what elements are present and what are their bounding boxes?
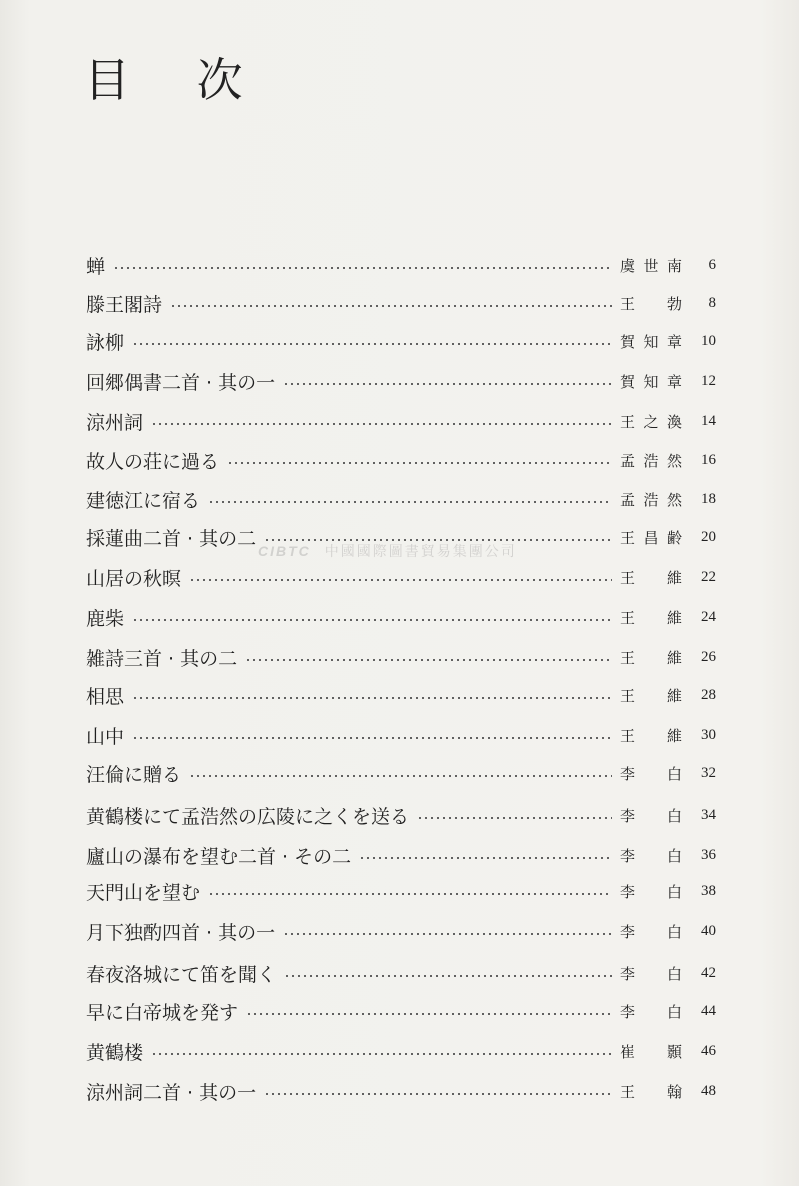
poet-name: 李 白 [620,806,682,825]
dot-leader [151,423,612,425]
poet-name: 王 維 [620,686,682,705]
toc-entry[interactable] [86,599,716,635]
toc-entry[interactable] [86,955,716,991]
toc-entry[interactable] [86,323,716,359]
poet-name: 李 白 [620,882,682,901]
dot-leader [227,462,612,464]
page-number: 24 [701,608,716,625]
toc-entry[interactable] [86,1033,716,1069]
toc-entry[interactable] [86,797,716,833]
page-number: 26 [701,648,716,665]
dot-leader [189,775,612,777]
page-number: 12 [701,372,716,389]
toc-entry[interactable] [86,403,716,439]
page-number: 16 [701,451,716,468]
dot-leader [132,343,612,345]
page-number: 18 [701,490,716,507]
poet-name: 崔 顥 [620,1042,682,1061]
poet-name: 孟浩然 [620,490,682,509]
page-number: 44 [701,1002,716,1019]
toc-entry[interactable] [86,559,716,595]
poet-name: 王 維 [620,568,682,587]
poem-title: 詠柳 [86,331,125,354]
toc-entry[interactable] [86,837,716,873]
page-number: 22 [701,568,716,585]
poem-title: 相思 [86,685,125,708]
dot-leader [151,1053,612,1055]
dot-leader [132,619,612,621]
toc-entry[interactable] [86,247,716,283]
poem-title: 黄鶴楼 [86,1041,144,1064]
dot-leader [132,697,612,699]
page-number: 30 [701,726,716,743]
poem-title: 採蓮曲二首 · 其の二 [86,527,257,550]
dot-leader [189,579,612,581]
poem-title: 鹿柴 [86,607,125,630]
page-number: 10 [701,332,716,349]
poet-name: 王之渙 [620,412,682,431]
poet-name: 李 白 [620,922,682,941]
toc-entry[interactable] [86,755,716,791]
toc-entry[interactable] [86,873,716,909]
watermark-logo: CIBTC [258,543,311,559]
poet-name: 李 白 [620,964,682,983]
toc-entry[interactable] [86,442,716,478]
toc-entry[interactable] [86,639,716,675]
poet-name: 王 維 [620,608,682,627]
page-number: 14 [701,412,716,429]
poem-title: 春夜洛城にて笛を聞く [86,963,277,986]
poet-name: 王 維 [620,648,682,667]
poem-title: 建徳江に宿る [86,489,201,512]
poet-name: 李 白 [620,846,682,865]
dot-leader [283,933,612,935]
page-number: 48 [701,1082,716,1099]
page-number: 28 [701,686,716,703]
poem-title: 天門山を望む [86,881,201,904]
dot-leader [264,1093,612,1095]
dot-leader [283,383,612,385]
toc-entry[interactable] [86,363,716,399]
poet-name: 王昌齢 [620,528,682,547]
dot-leader [245,659,612,661]
dot-leader [359,857,612,859]
toc-entry[interactable] [86,913,716,949]
dot-leader [284,975,612,977]
page-number: 32 [701,764,716,781]
dot-leader [113,267,612,269]
poem-title: 廬山の瀑布を望む二首 · その二 [86,845,352,868]
poet-name: 王 勃 [620,294,682,313]
page-number: 20 [701,528,716,545]
page-number: 8 [708,294,716,311]
poem-title: 回郷偶書二首 · 其の一 [86,371,276,394]
dot-leader [208,893,612,895]
page-number: 38 [701,882,716,899]
poem-title: 早に白帝城を発す [86,1001,239,1024]
toc-entry[interactable] [86,993,716,1029]
poem-title: 涼州詞 [86,411,144,434]
poem-title: 故人の荘に過る [86,450,220,473]
dot-leader [132,737,612,739]
poet-name: 李 白 [620,764,682,783]
poet-name: 王 翰 [620,1082,682,1101]
toc-entry[interactable] [86,1073,716,1109]
page-number: 40 [701,922,716,939]
poem-title: 山居の秋暝 [86,567,182,590]
watermark-text: 中國國際圖書貿易集團公司 [324,543,517,559]
toc-entry[interactable] [86,285,716,321]
poem-title: 黄鶴楼にて孟浩然の広陵に之くを送る [86,805,410,828]
poet-name: 李 白 [620,1002,682,1021]
page-number: 36 [701,846,716,863]
page-number: 6 [708,256,716,273]
poem-title: 月下独酌四首 · 其の一 [86,921,276,944]
dot-leader [208,501,612,503]
page-number: 42 [701,964,716,981]
toc-entry[interactable] [86,481,716,517]
poem-title: 涼州詞二首 · 其の一 [86,1081,257,1104]
dot-leader [246,1013,612,1015]
poet-name: 虞世南 [620,256,682,275]
page-number: 46 [701,1042,716,1059]
poet-name: 王 維 [620,726,682,745]
dot-leader [417,817,612,819]
poem-title: 山中 [86,725,125,748]
page-number: 34 [701,806,716,823]
poet-name: 賀知章 [620,332,682,351]
page-title: 目 次 [84,53,269,107]
poem-title: 汪倫に贈る [86,763,182,786]
watermark [258,541,517,561]
toc-entry[interactable] [86,717,716,753]
poem-title: 蝉 [86,255,106,278]
poem-title: 雑詩三首 · 其の二 [86,647,238,670]
poem-title: 滕王閣詩 [86,293,163,316]
dot-leader [170,305,612,307]
poet-name: 孟浩然 [620,451,682,470]
poet-name: 賀知章 [620,372,682,391]
toc-entry[interactable] [86,677,716,713]
